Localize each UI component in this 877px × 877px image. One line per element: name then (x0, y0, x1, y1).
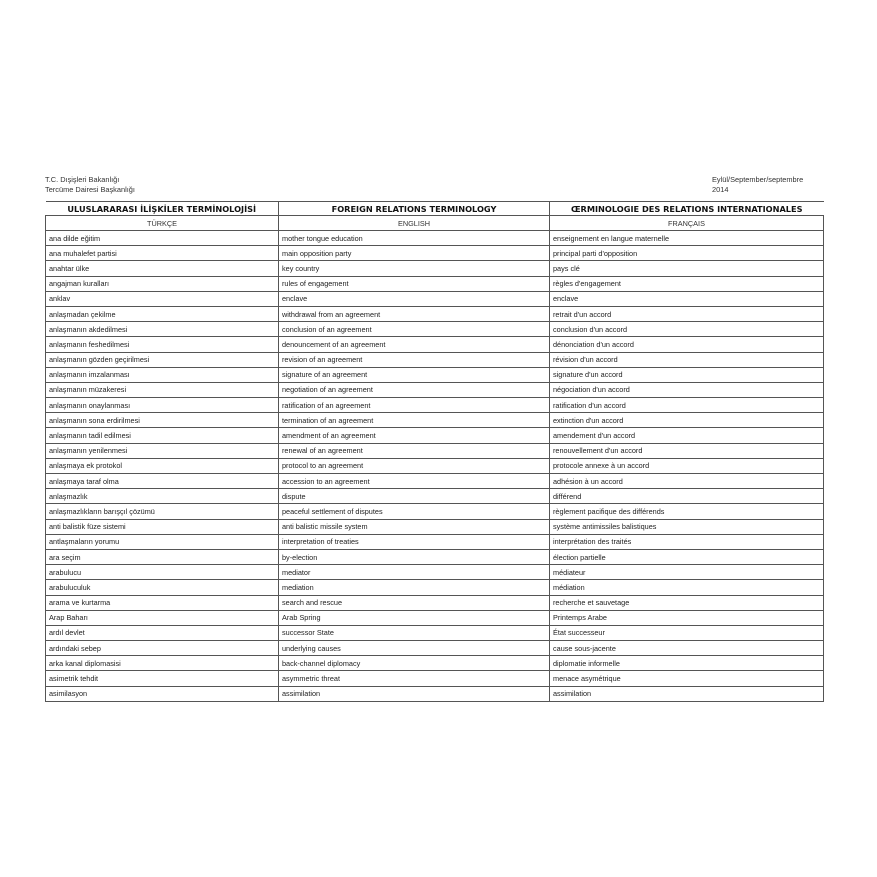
cell-french: système antimissiles balistiques (550, 519, 824, 534)
cell-english: mediator (279, 565, 550, 580)
cell-english: renewal of an agreement (279, 443, 550, 458)
cell-turkish: anlaşmaya taraf olma (46, 474, 279, 489)
cell-turkish: anlaşmanın tadil edilmesi (46, 428, 279, 443)
cell-english: interpretation of treaties (279, 534, 550, 549)
cell-english: mother tongue education (279, 231, 550, 246)
table-row (46, 549, 824, 564)
cell-english: accession to an agreement (279, 474, 550, 489)
cell-english: dispute (279, 489, 550, 504)
table-row (46, 231, 824, 246)
cell-turkish: anahtar ülke (46, 261, 279, 276)
cell-french: cause sous-jacente (550, 641, 824, 656)
table-row (46, 367, 824, 382)
cell-turkish: anlaşmanın onaylanması (46, 398, 279, 413)
table-row (46, 337, 824, 352)
cell-french: renouvellement d'un accord (550, 443, 824, 458)
title-english: FOREIGN RELATIONS TERMINOLOGY (279, 202, 550, 216)
cell-turkish: asimetrik tehdit (46, 671, 279, 686)
cell-turkish: arka kanal diplomasisi (46, 656, 279, 671)
table-row (46, 276, 824, 291)
cell-turkish: anlaşmanın imzalanması (46, 367, 279, 382)
cell-turkish: arabulucu (46, 565, 279, 580)
table-row (46, 489, 824, 504)
cell-english: assimilation (279, 686, 550, 701)
cell-french: règles d'engagement (550, 276, 824, 291)
table-row (46, 246, 824, 261)
year-label: 2014 (712, 185, 729, 194)
cell-french: diplomatie informelle (550, 656, 824, 671)
table-row (46, 398, 824, 413)
department-name: Tercüme Dairesi Başkanlığı (45, 185, 135, 194)
terminology-table (45, 201, 824, 702)
cell-english: amendment of an agreement (279, 428, 550, 443)
cell-french: principal parti d'opposition (550, 246, 824, 261)
organization-header (45, 175, 135, 195)
cell-french: adhésion à un accord (550, 474, 824, 489)
cell-english: Arab Spring (279, 610, 550, 625)
cell-turkish: anti balistik füze sistemi (46, 519, 279, 534)
table-row (46, 322, 824, 337)
table-row (46, 352, 824, 367)
cell-english: withdrawal from an agreement (279, 306, 550, 321)
cell-turkish: anlaşmazlık (46, 489, 279, 504)
cell-french: État successeur (550, 625, 824, 640)
cell-french: conclusion d'un accord (550, 322, 824, 337)
table-row (46, 261, 824, 276)
language-row (46, 216, 824, 231)
cell-turkish: anlaşmanın gözden geçirilmesi (46, 352, 279, 367)
table-row (46, 443, 824, 458)
table-row (46, 595, 824, 610)
cell-english: anti balistic missile system (279, 519, 550, 534)
cell-english: enclave (279, 291, 550, 306)
cell-french: assimilation (550, 686, 824, 701)
table-row (46, 519, 824, 534)
cell-turkish: anlaşmanın müzakeresi (46, 382, 279, 397)
cell-turkish: ana muhalefet partisi (46, 246, 279, 261)
cell-english: key country (279, 261, 550, 276)
cell-english: conclusion of an agreement (279, 322, 550, 337)
cell-turkish: angajman kuralları (46, 276, 279, 291)
column-header-turkish: TÜRKÇE (46, 216, 279, 231)
table-row (46, 291, 824, 306)
cell-french: dénonciation d'un accord (550, 337, 824, 352)
table-row (46, 641, 824, 656)
cell-turkish: arama ve kurtarma (46, 595, 279, 610)
cell-turkish: anlaşmadan çekilme (46, 306, 279, 321)
table-row (46, 428, 824, 443)
cell-english: peaceful settlement of disputes (279, 504, 550, 519)
table-row (46, 565, 824, 580)
cell-french: médiateur (550, 565, 824, 580)
cell-english: negotiation of an agreement (279, 382, 550, 397)
cell-english: ratification of an agreement (279, 398, 550, 413)
cell-french: protocole annexe à un accord (550, 458, 824, 473)
cell-french: ratification d'un accord (550, 398, 824, 413)
cell-turkish: antlaşmaların yorumu (46, 534, 279, 549)
cell-turkish: ardıl devlet (46, 625, 279, 640)
table-row (46, 306, 824, 321)
cell-turkish: ardındaki sebep (46, 641, 279, 656)
cell-french: différend (550, 489, 824, 504)
cell-turkish: anklav (46, 291, 279, 306)
table-row (46, 580, 824, 595)
cell-french: négociation d'un accord (550, 382, 824, 397)
cell-french: Printemps Arabe (550, 610, 824, 625)
cell-english: by-election (279, 549, 550, 564)
table-row (46, 382, 824, 397)
ministry-name: T.C. Dışişleri Bakanlığı (45, 175, 120, 184)
cell-turkish: ara seçim (46, 549, 279, 564)
table-row (46, 504, 824, 519)
table-row (46, 671, 824, 686)
cell-french: élection partielle (550, 549, 824, 564)
table-row (46, 686, 824, 701)
cell-french: signature d'un accord (550, 367, 824, 382)
cell-french: enseignement en langue maternelle (550, 231, 824, 246)
cell-french: extinction d'un accord (550, 413, 824, 428)
cell-english: denouncement of an agreement (279, 337, 550, 352)
cell-english: asymmetric threat (279, 671, 550, 686)
cell-french: enclave (550, 291, 824, 306)
cell-english: revision of an agreement (279, 352, 550, 367)
table-row (46, 656, 824, 671)
table-row (46, 458, 824, 473)
cell-turkish: anlaşmanın feshedilmesi (46, 337, 279, 352)
cell-english: mediation (279, 580, 550, 595)
cell-french: retrait d'un accord (550, 306, 824, 321)
column-header-french: FRANÇAIS (550, 216, 824, 231)
table-row (46, 625, 824, 640)
cell-french: règlement pacifique des différends (550, 504, 824, 519)
cell-french: menace asymétrique (550, 671, 824, 686)
cell-english: rules of engagement (279, 276, 550, 291)
month-label: Eylül/September/septembre (712, 175, 804, 184)
cell-french: interprétation des traités (550, 534, 824, 549)
cell-english: protocol to an agreement (279, 458, 550, 473)
table-row (46, 610, 824, 625)
cell-english: signature of an agreement (279, 367, 550, 382)
cell-turkish: anlaşmanın sona erdirilmesi (46, 413, 279, 428)
cell-turkish: asimilasyon (46, 686, 279, 701)
title-turkish: ULUSLARARASI İLİŞKİLER TERMİNOLOJİSİ (46, 202, 279, 216)
cell-french: recherche et sauvetage (550, 595, 824, 610)
cell-english: back-channel diplomacy (279, 656, 550, 671)
cell-english: main opposition party (279, 246, 550, 261)
date-header (712, 175, 803, 195)
cell-english: successor State (279, 625, 550, 640)
title-row (46, 202, 824, 216)
cell-english: underlying causes (279, 641, 550, 656)
cell-turkish: anlaşmanın yenilenmesi (46, 443, 279, 458)
cell-turkish: anlaşmaya ek protokol (46, 458, 279, 473)
cell-french: amendement d'un accord (550, 428, 824, 443)
table-row (46, 413, 824, 428)
cell-english: termination of an agreement (279, 413, 550, 428)
cell-turkish: anlaşmazlıkların barışçıl çözümü (46, 504, 279, 519)
cell-turkish: anlaşmanın akdedilmesi (46, 322, 279, 337)
table-row (46, 474, 824, 489)
cell-turkish: ana dilde eğitim (46, 231, 279, 246)
cell-french: révision d'un accord (550, 352, 824, 367)
cell-turkish: arabuluculuk (46, 580, 279, 595)
title-french: ŒRMINOLOGIE DES RELATIONS INTERNATIONALES (550, 202, 824, 216)
cell-english: search and rescue (279, 595, 550, 610)
cell-turkish: Arap Baharı (46, 610, 279, 625)
table-row (46, 534, 824, 549)
cell-french: médiation (550, 580, 824, 595)
column-header-english: ENGLISH (279, 216, 550, 231)
cell-french: pays clé (550, 261, 824, 276)
